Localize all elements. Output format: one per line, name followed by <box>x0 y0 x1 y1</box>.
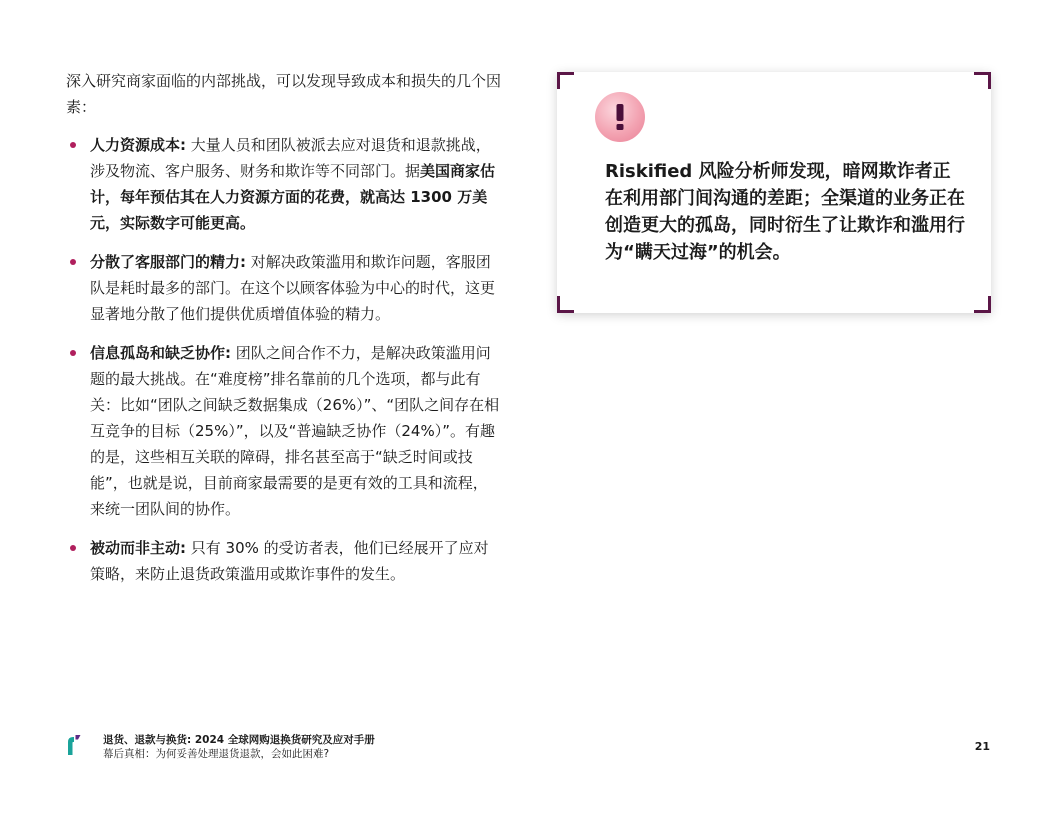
list-item-customer-service <box>66 249 502 327</box>
bullet-heading: 被动而非主动: <box>90 539 186 557</box>
bullet-heading: 信息孤岛和缺乏协作: <box>90 344 231 362</box>
bullet-dot-icon <box>70 350 76 356</box>
bullet-dot-icon <box>70 142 76 148</box>
main-content <box>66 68 502 600</box>
bullet-text: 团队之间合作不力，是解决政策滥用问题的最大挑战。在“难度榜”排名靠前的几个选项，都与此有关：比如“团队之间缺乏数据集成（26%）”、“团队之间存在相互竞争的目标（25%）”，以及“普遍缺乏协作（24%）”。有趣的是，这些相互关联的障碍，排名甚至高于“缺乏时间或技能”，也就是说，目前商家最需要的是更有效的工具和流程，来统一团队间的协作。 <box>90 344 500 518</box>
factor-list <box>66 132 502 587</box>
list-item-hr-cost <box>66 132 502 236</box>
bullet-heading: 人力资源成本: <box>90 136 186 154</box>
bullet-dot-icon <box>70 259 76 265</box>
corner-bracket <box>974 296 991 313</box>
page-number: 21 <box>974 740 990 753</box>
corner-bracket <box>557 72 574 89</box>
bullet-bold-tail: 美国商家估计，每年预估其在人力资源方面的花费，就高达 1300 万美元，实际数字可能更高。 <box>90 162 496 232</box>
list-item-reactive <box>66 535 502 587</box>
footer-subtitle: 幕后真相：为何妥善处理退货退款，会如此困难? <box>103 748 330 760</box>
bullet-dot-icon <box>70 545 76 551</box>
bullet-heading: 分散了客服部门的精力: <box>90 253 246 271</box>
riskified-logo-icon <box>66 733 82 755</box>
corner-bracket <box>557 296 574 313</box>
bullet-text: 大量人员和团队被派去应对退货和退款挑战，涉及物流、客户服务、财务和欺诈等不同部门。据 <box>90 136 491 180</box>
callout-quote: Riskified 风险分析师发现，暗网欺诈者正在利用部门间沟通的差距；全渠道的业务正在创造更大的孤岛，同时衍生了让欺诈和滥用行为“瞒天过海”的机会。 <box>605 161 965 263</box>
list-item-silos <box>66 340 502 522</box>
bullet-text: 只有 30% 的受访者表，他们已经展开了应对策略，来防止退货政策滥用或欺诈事件的发生。 <box>90 539 489 583</box>
corner-bracket <box>974 72 991 89</box>
intro-paragraph: 深入研究商家面临的内部挑战，可以发现导致成本和损失的几个因素： <box>66 72 502 116</box>
exclamation-icon <box>595 92 645 142</box>
bullet-text: 对解决政策滥用和欺诈问题，客服团队是耗时最多的部门。在这个以顾客体验为中心的时代，这更显著地分散了他们提供优质增值体验的精力。 <box>90 253 496 323</box>
callout-card <box>557 72 991 313</box>
footer-title: 退货、退款与换货: 2024 全球网购退换货研究及应对手册 <box>103 734 375 746</box>
footer <box>103 733 375 761</box>
